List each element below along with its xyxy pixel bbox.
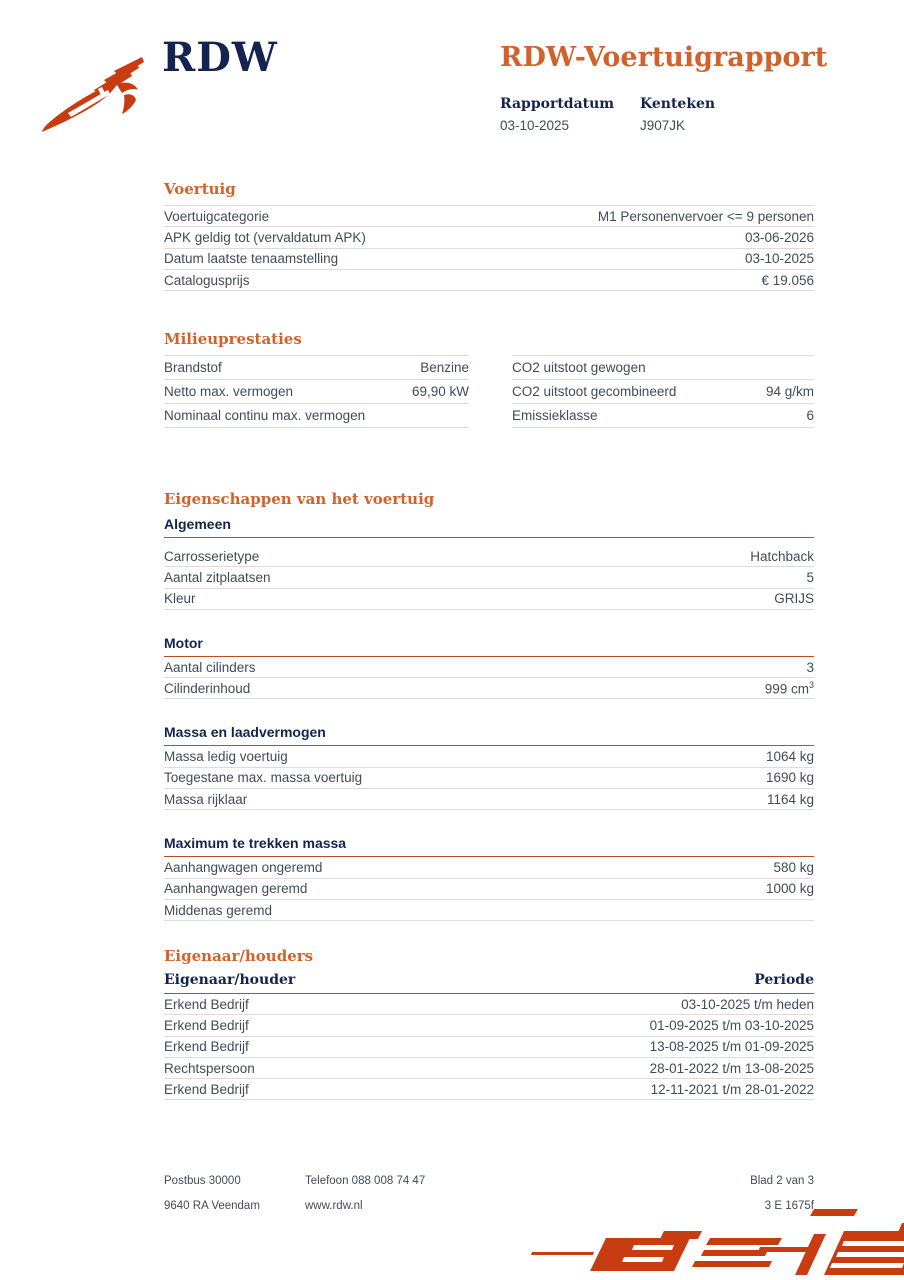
row-value: Hatchback [750,548,814,564]
period-cell: 28-01-2022 t/m 13-08-2025 [649,1060,814,1076]
section-eigenaars [164,947,814,1100]
column-header-period: Periode [754,972,814,988]
row-label: Aantal cilinders [164,659,256,675]
table-row [164,206,814,227]
row-value-superscript: 3 [808,680,814,691]
subsection-title: Algemeen [164,516,814,538]
row-label: Voertuigcategorie [164,208,270,224]
row-value: 5 [806,569,814,585]
subsection-algemeen [164,516,814,610]
row-label: CO2 uitstoot gewogen [512,360,646,375]
milieu-left-table [164,355,469,428]
row-value: 03-10-2025 [744,251,814,267]
row-label: Massa rijklaar [164,791,248,807]
footer-line-1 [164,1168,814,1193]
row-value: 1000 kg [765,881,814,897]
report-date-label: Rapportdatum [500,96,615,112]
section-title-eigenschappen: Eigenschappen van het voertuig [164,490,435,508]
row-label: Massa ledig voertuig [164,749,288,765]
table-row [164,994,814,1015]
owner-cell: Erkend Bedrijf [164,1081,249,1097]
footer-website: www.rdw.nl [305,1199,363,1212]
footer-phone: Telefoon 088 008 74 47 [305,1174,426,1187]
report-date-value: 03-10-2025 [500,118,570,133]
table-row [164,1037,814,1058]
section-title-milieuprestaties: Milieuprestaties [164,330,302,348]
table-row [164,404,469,428]
row-value-number: 999 cm [764,681,809,697]
owner-cell: Erkend Bedrijf [164,996,249,1012]
milieu-right-table [512,355,814,428]
row-label: Catalogusprijs [164,272,250,288]
section-title-voertuig: Voertuig [164,180,236,198]
table-row [164,789,814,810]
period-cell: 01-09-2025 t/m 03-10-2025 [649,1017,814,1033]
row-label: Kleur [164,591,196,607]
table-row [164,857,814,878]
table-row [164,1079,814,1100]
table-row [164,900,814,921]
footer-postbus: Postbus 30000 [164,1174,241,1187]
table-row [164,249,814,270]
subsection-massa [164,724,814,810]
table-row [164,589,814,610]
row-label: Netto max. vermogen [164,384,294,399]
row-value: Benzine [420,360,469,375]
table-row [164,567,814,588]
section-title-eigenaars: Eigenaar/houders [164,947,314,965]
section-milieuprestaties [164,330,814,428]
table-row [164,380,469,404]
row-label: Aanhangwagen ongeremd [164,860,323,876]
owner-cell: Erkend Bedrijf [164,1039,249,1055]
row-value: 1164 kg [766,791,814,807]
eigenaars-table [164,994,814,1100]
algemeen-table [164,546,814,610]
row-label: APK geldig tot (vervaldatum APK) [164,229,366,245]
kenteken-value: J907JK [640,118,686,133]
rdw-speed-lines-icon [514,1209,904,1280]
table-row [164,270,814,291]
table-row [164,227,814,248]
row-label: CO2 uitstoot gecombineerd [512,384,677,399]
section-voertuig [164,180,814,291]
table-row [512,380,814,404]
row-label: Middenas geremd [164,902,273,918]
row-value: 580 kg [773,860,814,876]
table-row [164,356,469,380]
milieu-columns [164,355,814,428]
rdw-logo-text: RDW [162,34,278,81]
row-value: 69,90 kW [411,384,469,399]
row-label: Emissieklasse [512,408,598,423]
table-row [164,1015,814,1036]
row-label: Cilinderinhoud [164,680,251,696]
row-label: Datum laatste tenaamstelling [164,251,339,267]
owner-cell: Rechtspersoon [164,1060,255,1076]
massa-table [164,746,814,810]
row-value: GRIJS [774,591,814,607]
period-cell: 03-10-2025 t/m heden [681,996,814,1012]
table-row [164,879,814,900]
row-label: Nominaal continu max. vermogen [164,408,366,423]
row-value: M1 Personenvervoer <= 9 personen [597,208,814,224]
subsection-title: Massa en laadvermogen [164,724,814,746]
subsection-title: Motor [164,635,814,657]
row-label: Toegestane max. massa voertuig [164,770,363,786]
column-header-owner: Eigenaar/houder [164,972,296,988]
footer-city: 9640 RA Veendam [164,1199,260,1212]
rdw-feather-logo-icon [38,50,150,141]
table-row [164,746,814,767]
subsection-trekken-massa [164,835,814,921]
row-value: 03-06-2026 [744,229,814,245]
subsection-title: Maximum te trekken massa [164,835,814,857]
period-cell: 12-11-2021 t/m 28-01-2022 [650,1081,814,1097]
trekken-massa-table [164,857,814,921]
voertuig-table [164,205,814,291]
row-value: 6 [806,408,814,423]
eigenaars-table-header [164,972,814,994]
row-value [765,680,814,697]
table-row [512,356,814,380]
row-label: Carrosserietype [164,548,260,564]
row-label: Brandstof [164,360,222,375]
milieu-column-gap [469,355,512,428]
owner-cell: Erkend Bedrijf [164,1017,249,1033]
row-label: Aanhangwagen geremd [164,881,308,897]
table-row [164,678,814,699]
table-row [164,1058,814,1079]
motor-table [164,657,814,700]
row-label: Aantal zitplaatsen [164,569,271,585]
row-value: 94 g/km [765,384,814,399]
table-row [164,657,814,678]
footer-doc-code: 3 E 1675f [764,1199,814,1212]
table-row [512,404,814,428]
row-value: 3 [806,659,814,675]
period-cell: 13-08-2025 t/m 01-09-2025 [649,1039,814,1055]
row-value: 1064 kg [765,749,814,765]
row-value: 1690 kg [765,770,814,786]
table-row [164,546,814,567]
section-eigenschappen [164,490,814,921]
table-row [164,768,814,789]
row-value: € 19.056 [761,272,814,288]
kenteken-label: Kenteken [640,96,716,112]
subsection-motor [164,635,814,700]
footer-page-number: Blad 2 van 3 [750,1174,814,1187]
document-title: RDW-Voertuigrapport [500,42,828,73]
